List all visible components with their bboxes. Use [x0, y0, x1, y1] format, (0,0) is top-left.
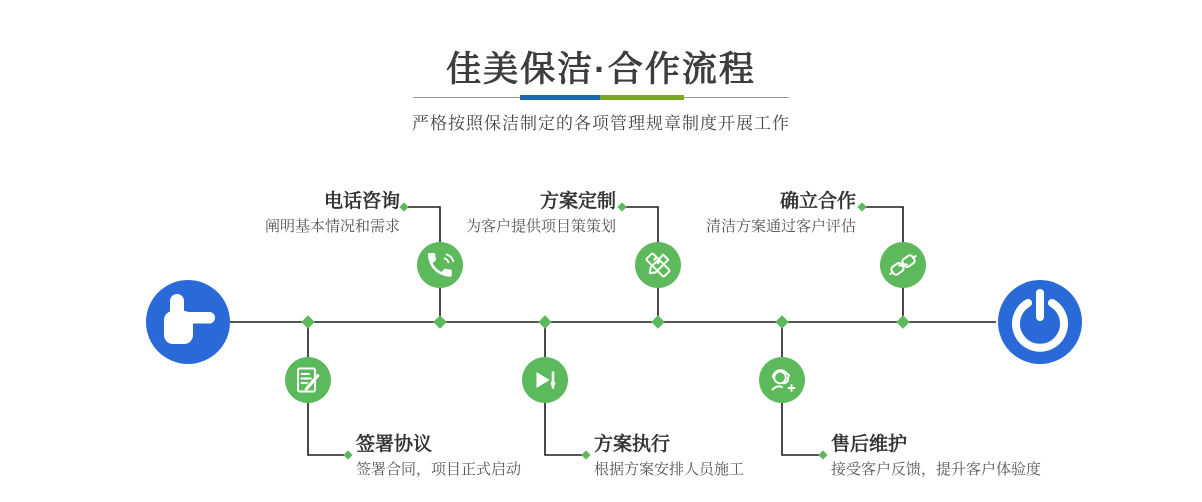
step-title: 售后维护 [831, 434, 908, 455]
connector-lines [230, 207, 996, 455]
step-title: 电话咨询 [323, 191, 400, 212]
step-establish-cooperation [706, 190, 856, 236]
diamond-marker-icon [538, 315, 551, 328]
diamond-bullet-icon [818, 450, 827, 459]
step-circle-service [759, 357, 805, 403]
diamond-marker-icon [301, 315, 314, 328]
diamond-bullet-icon [581, 450, 590, 459]
diamond-marker-icon [896, 315, 909, 328]
diamond-marker-icon [775, 315, 788, 328]
page-subtitle: 严格按照保洁制定的各项管理规章制度开展工作 [412, 114, 790, 133]
step-desc: 签署合同，项目正式启动 [356, 461, 522, 478]
step-plan-custom [466, 190, 616, 236]
step-desc: 接受客户反馈，提升客户体验度 [831, 461, 1042, 478]
diamond-bullet-icon [617, 202, 626, 211]
diamond-bullet-icon [343, 450, 352, 459]
diamond-bullet-icon [399, 202, 408, 211]
diamond-marker-icon [433, 315, 446, 328]
step-desc: 根据方案安排人员施工 [594, 461, 745, 478]
step-phone-consult [265, 190, 400, 236]
step-aftersales-maintenance [831, 433, 1041, 479]
step-title: 确立合作 [779, 191, 856, 212]
step-title: 方案执行 [594, 434, 671, 455]
diamond-bullet-icon [857, 202, 866, 211]
page-title: 佳美保洁·合作流程 [446, 50, 756, 89]
step-plan-execute [594, 433, 744, 479]
step-desc: 为客户提供项目策策划 [465, 218, 616, 235]
step-desc: 阐明基本情况和需求 [264, 218, 400, 235]
step-title: 方案定制 [539, 191, 616, 212]
step-circle-sign [285, 357, 331, 403]
label-diamonds [343, 202, 866, 459]
step-sign-agreement [356, 433, 521, 479]
step-desc: 清洁方案通过客户评估 [705, 218, 856, 235]
step-circle-plan [635, 242, 681, 288]
diamond-marker-icon [651, 315, 664, 328]
step-title: 签署协议 [356, 434, 433, 455]
step-circle-phone [417, 242, 463, 288]
